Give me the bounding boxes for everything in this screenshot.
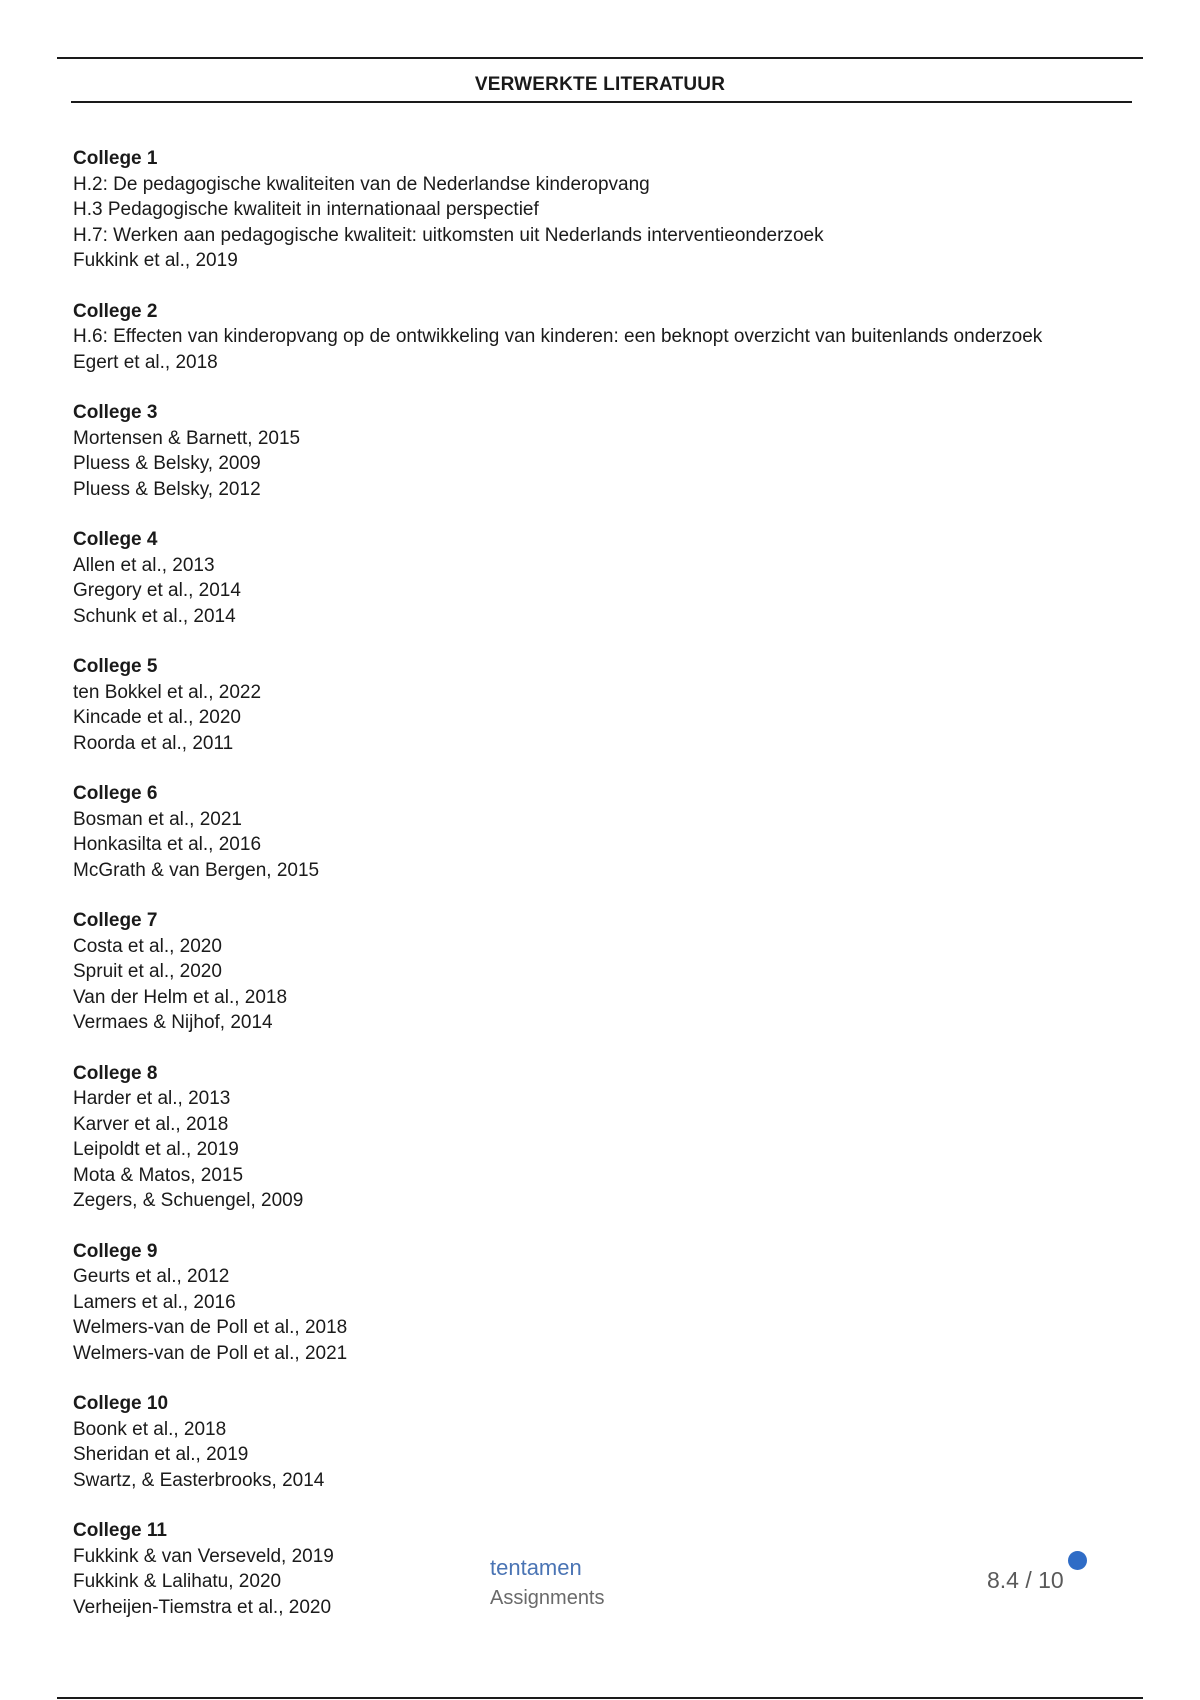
literature-item: Zegers, & Schuengel, 2009 bbox=[73, 1190, 304, 1211]
literature-item: Fukkink & van Verseveld, 2019 bbox=[73, 1545, 334, 1567]
section-heading: College 3 bbox=[73, 402, 158, 423]
section-heading: College 8 bbox=[73, 1062, 158, 1084]
literature-item: Gregory et al., 2014 bbox=[73, 580, 241, 601]
literature-item: Harder et al., 2013 bbox=[73, 1088, 231, 1109]
literature-item: H.7: Werken aan pedagogische kwaliteit: uitkomsten uit Nederlands interventieonderzoek bbox=[73, 224, 824, 246]
literature-section bbox=[73, 146, 1133, 274]
literature-item: Lamers et al., 2016 bbox=[73, 1291, 236, 1313]
section-heading: College 2 bbox=[73, 300, 158, 322]
literature-section bbox=[73, 299, 1133, 376]
literature-item: Costa et al., 2020 bbox=[73, 935, 222, 957]
literature-item: McGrath & van Bergen, 2015 bbox=[73, 859, 320, 881]
literature-item: Kincade et al., 2020 bbox=[73, 707, 241, 728]
literature-item: Fukkink & Lalihatu, 2020 bbox=[73, 1571, 282, 1592]
literature-item: Schunk et al., 2014 bbox=[73, 605, 236, 627]
top-rule bbox=[57, 57, 1143, 59]
section-heading: College 10 bbox=[73, 1393, 169, 1414]
literature-item: Egert et al., 2018 bbox=[73, 351, 218, 373]
literature-item: ten Bokkel et al., 2022 bbox=[73, 681, 262, 703]
literature-item: Van der Helm et al., 2018 bbox=[73, 986, 288, 1008]
literature-item: H.3 Pedagogische kwaliteit in internationaal perspectief bbox=[73, 199, 539, 220]
literature-item: Allen et al., 2013 bbox=[73, 554, 215, 576]
literature-section bbox=[73, 654, 1133, 756]
section-heading: College 11 bbox=[73, 1520, 167, 1541]
literature-item: Verheijen-Tiemstra et al., 2020 bbox=[73, 1596, 332, 1618]
literature-section bbox=[73, 908, 1133, 1036]
literature-item: Swartz, & Easterbrooks, 2014 bbox=[73, 1469, 325, 1491]
title-underline bbox=[71, 101, 1132, 103]
literature-section bbox=[73, 1061, 1133, 1214]
literature-section bbox=[73, 1391, 1133, 1493]
literature-item: Fukkink et al., 2019 bbox=[73, 250, 238, 271]
literature-item: Welmers-van de Poll et al., 2021 bbox=[73, 1342, 348, 1364]
score-label: 8.4 / 10 bbox=[987, 1567, 1064, 1593]
section-heading: College 6 bbox=[73, 783, 158, 804]
literature-item: Honkasilta et al., 2016 bbox=[73, 834, 262, 855]
literature-item: Pluess & Belsky, 2012 bbox=[73, 478, 261, 500]
literature-item: Bosman et al., 2021 bbox=[73, 808, 242, 830]
section-heading: College 9 bbox=[73, 1240, 158, 1262]
literature-list bbox=[73, 146, 1133, 1645]
literature-item: H.2: De pedagogische kwaliteiten van de Nederlandse kinderopvang bbox=[73, 173, 650, 195]
brand-name: tentamen bbox=[490, 1555, 582, 1580]
section-heading: College 1 bbox=[73, 148, 158, 169]
literature-item: Mota & Matos, 2015 bbox=[73, 1164, 244, 1186]
literature-item: Leipoldt et al., 2019 bbox=[73, 1139, 239, 1160]
bottom-rule bbox=[57, 1697, 1143, 1699]
literature-section bbox=[73, 527, 1133, 629]
footer-brand bbox=[490, 1553, 605, 1613]
notification-dot-icon bbox=[1068, 1551, 1087, 1570]
literature-item: Mortensen & Barnett, 2015 bbox=[73, 427, 301, 449]
section-heading: College 5 bbox=[73, 656, 158, 677]
section-heading: College 4 bbox=[73, 529, 158, 550]
literature-item: Geurts et al., 2012 bbox=[73, 1266, 230, 1287]
brand-subtitle: Assignments bbox=[490, 1587, 605, 1609]
section-heading: College 7 bbox=[73, 910, 158, 931]
literature-item: H.6: Effecten van kinderopvang op de ontwikkeling van kinderen: een beknopt overzicht van buitenlands onderzoek bbox=[73, 326, 1043, 347]
document-title: VERWERKTE LITERATUUR bbox=[474, 74, 726, 95]
literature-item: Vermaes & Nijhof, 2014 bbox=[73, 1012, 273, 1033]
literature-section bbox=[73, 400, 1133, 502]
literature-item: Roorda et al., 2011 bbox=[73, 732, 234, 754]
literature-item: Spruit et al., 2020 bbox=[73, 961, 222, 982]
literature-section bbox=[73, 781, 1133, 883]
literature-section bbox=[73, 1239, 1133, 1367]
literature-item: Welmers-van de Poll et al., 2018 bbox=[73, 1317, 348, 1338]
literature-item: Boonk et al., 2018 bbox=[73, 1418, 227, 1440]
literature-item: Karver et al., 2018 bbox=[73, 1113, 229, 1135]
literature-item: Sheridan et al., 2019 bbox=[73, 1444, 249, 1465]
literature-item: Pluess & Belsky, 2009 bbox=[73, 453, 261, 474]
